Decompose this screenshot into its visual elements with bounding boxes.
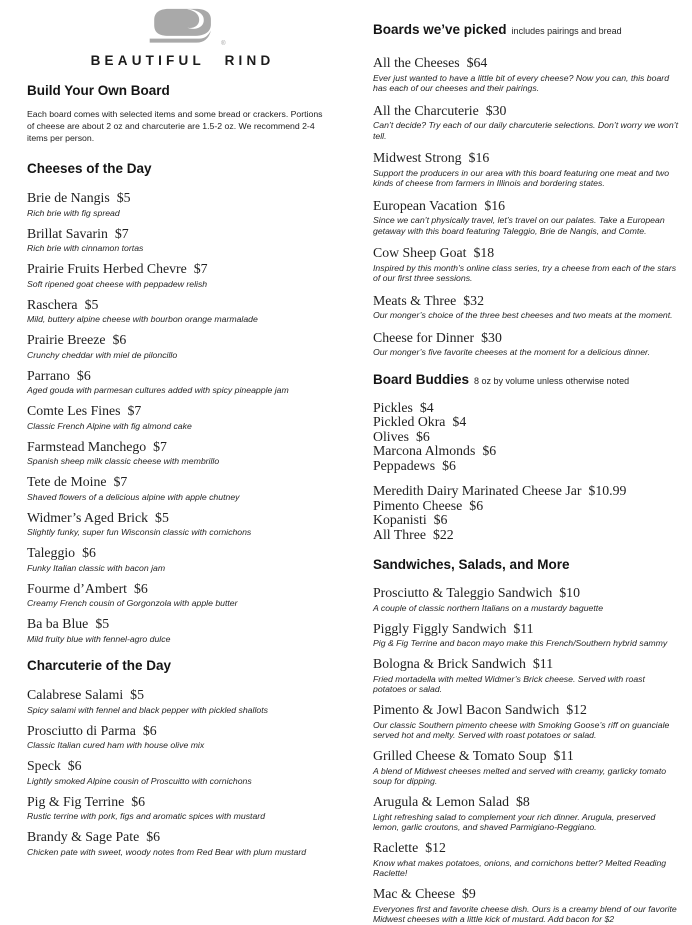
section-title-boards: Boards we’ve picked xyxy=(373,22,507,37)
item-description: Slightly funky, super fun Wisconsin classic with cornichons xyxy=(27,527,252,537)
buddies-group-1 xyxy=(373,401,678,474)
item-price: $11 xyxy=(553,748,574,763)
item-name: Pimento Cheese xyxy=(373,497,463,513)
item-name-line xyxy=(27,758,338,775)
item-description: Our classic Southern pimento cheese with Smoking Goose’s riff on guanciale served hot and melty. Served with roast potatoes or salad. xyxy=(373,719,670,740)
section-board-buddies xyxy=(373,371,678,390)
item-name-line xyxy=(373,293,678,310)
item-name: Raschera xyxy=(27,296,78,312)
buddy-item xyxy=(373,484,678,499)
item-name: Brie de Nangis xyxy=(27,190,110,205)
item-price: $6 xyxy=(469,497,484,513)
menu-item xyxy=(373,55,678,94)
item-name-line xyxy=(27,332,338,349)
item-price: $7 xyxy=(114,225,129,241)
item-price: $4 xyxy=(419,399,434,415)
item-description: Can’t decide? Try each of our daily charcuterie selections. Don’t worry we won’t tell. xyxy=(373,120,679,141)
item-name: Cheese for Dinner xyxy=(373,329,475,345)
item-price: $10 xyxy=(559,585,580,600)
item-name: Cow Sheep Goat xyxy=(373,245,467,260)
menu-item xyxy=(373,150,678,189)
item-name: All the Charcuterie xyxy=(373,102,479,118)
item-name: Meredith Dairy Marinated Cheese Jar xyxy=(373,483,582,498)
section-build-your-own-board xyxy=(27,82,338,99)
menu-item xyxy=(27,794,338,822)
item-name-line xyxy=(27,581,338,598)
item-name-line xyxy=(373,198,678,215)
item-description: A couple of classic northern Italians on a mustardy baguette xyxy=(373,602,604,613)
menu-item xyxy=(373,702,678,741)
item-description: Our monger’s choice of the three best cheeses and two meats at the moment. xyxy=(373,310,673,320)
item-price: $5 xyxy=(116,190,131,205)
buddy-item xyxy=(373,528,678,543)
item-price: $11 xyxy=(532,656,554,671)
item-name-line xyxy=(27,723,338,740)
item-price: $7 xyxy=(153,438,167,454)
item-price: $5 xyxy=(130,687,144,702)
menu-item xyxy=(27,403,338,431)
menu-item xyxy=(27,581,338,609)
item-name: Piggly Figgly Sandwich xyxy=(373,620,507,636)
buddy-item xyxy=(373,401,678,416)
boards-list xyxy=(373,55,678,358)
item-price: $18 xyxy=(473,245,495,260)
item-name-line xyxy=(373,748,678,765)
item-name-line xyxy=(27,439,338,456)
menu-item xyxy=(27,616,338,644)
item-price: $7 xyxy=(193,261,208,276)
item-description: Rustic terrine with pork, figs and aromatic spices with mustard xyxy=(27,811,266,821)
item-name: All Three xyxy=(373,526,426,542)
section-title-build: Build Your Own Board xyxy=(27,83,170,98)
menu-item xyxy=(373,293,678,321)
item-price: $6 xyxy=(76,367,91,383)
right-column xyxy=(373,0,679,924)
item-description: Mild, buttery alpine cheese with bourbon orange marmalade xyxy=(27,314,258,324)
item-description: Classic Italian cured ham with house olive mix xyxy=(27,740,205,750)
item-name: Marcona Almonds xyxy=(373,443,476,458)
item-name: European Vacation xyxy=(373,197,478,213)
item-description: Know what makes potatoes, onions, and cornichons better? Melted Reading Raclette! xyxy=(373,857,667,878)
item-price: $64 xyxy=(466,55,488,70)
item-price: $16 xyxy=(484,197,506,213)
item-description: Rich brie with cinnamon tortas xyxy=(27,243,144,253)
item-price: $7 xyxy=(127,403,142,418)
menu-item xyxy=(27,545,338,573)
section-charcuterie-of-the-day xyxy=(27,657,338,674)
item-name: Prairie Breeze xyxy=(27,332,106,347)
item-name: Calabrese Salami xyxy=(27,687,124,702)
item-description: Funky Italian classic with bacon jam xyxy=(27,562,166,573)
item-price: $22 xyxy=(433,526,454,542)
item-price: $5 xyxy=(95,616,110,631)
item-name-line xyxy=(373,103,678,120)
item-name-line xyxy=(27,403,338,420)
item-price: $9 xyxy=(462,886,476,901)
item-price: $6 xyxy=(142,722,157,738)
item-price: $6 xyxy=(482,443,497,458)
menu-item xyxy=(27,368,338,396)
item-price: $6 xyxy=(112,332,127,347)
cheese-wheel-icon xyxy=(147,6,219,46)
item-name-line xyxy=(27,474,338,491)
item-name: Parrano xyxy=(27,367,70,383)
item-price: $10.99 xyxy=(588,483,627,498)
menu-item xyxy=(373,198,678,237)
item-name: Midwest Strong xyxy=(373,150,462,165)
menu-item xyxy=(373,656,678,695)
item-name: Pickles xyxy=(373,399,413,415)
item-name: Olives xyxy=(373,428,410,444)
item-name: Peppadews xyxy=(373,457,436,473)
registered-mark: ® xyxy=(221,41,226,47)
item-price: $6 xyxy=(146,829,161,844)
item-name-line xyxy=(27,545,338,562)
item-description: Spanish sheep milk classic cheese with membrillo xyxy=(27,456,220,466)
buddies-group-2 xyxy=(373,484,678,542)
menu-item xyxy=(27,758,338,786)
menu-item xyxy=(27,439,338,467)
item-description: Pig & Fig Terrine and bacon mayo make this French/Southern hybrid sammy xyxy=(373,638,668,648)
item-name: Widmer’s Aged Brick xyxy=(27,509,149,525)
item-name: Pickled Okra xyxy=(373,414,446,429)
item-name: All the Cheeses xyxy=(373,55,460,70)
item-price: $7 xyxy=(113,474,128,489)
menu-item xyxy=(27,190,338,218)
item-price: $5 xyxy=(155,509,169,525)
brand-logo xyxy=(27,0,338,68)
item-price: $30 xyxy=(481,329,502,345)
item-price: $12 xyxy=(425,840,446,855)
item-description: Aged gouda with parmesan cultures added with spicy pineapple jam xyxy=(27,385,289,395)
item-name: Arugula & Lemon Salad xyxy=(373,794,510,809)
item-price: $32 xyxy=(463,292,484,308)
menu-item xyxy=(27,332,338,360)
item-description: Since we can’t physically travel, let’s travel on our palates. Take a European getaway with this board featuring Taleggio, Brie de Nangis, and Comte. xyxy=(373,215,665,236)
item-price: $30 xyxy=(485,102,507,118)
menu-item xyxy=(373,748,678,787)
menu-item xyxy=(27,226,338,254)
item-price: $6 xyxy=(131,793,146,809)
buddy-item xyxy=(373,415,678,430)
logo-row xyxy=(147,6,226,51)
item-name: Pimento & Jowl Bacon Sandwich xyxy=(373,702,560,717)
item-description: Ever just wanted to have a little bit of every cheese? Now you can, this board has each of our cheeses and their pairings. xyxy=(373,72,670,93)
item-name: Ba ba Blue xyxy=(27,616,89,631)
item-name-line xyxy=(373,656,678,673)
item-price: $16 xyxy=(468,150,490,165)
item-price: $12 xyxy=(566,702,587,717)
item-price: $11 xyxy=(513,620,534,636)
item-description: Lightly smoked Alpine cousin of Proscuitto with cornichons xyxy=(27,775,252,786)
charcuterie-list xyxy=(27,687,338,857)
item-description: Light refreshing salad to complement your rich dinner. Arugula, preserved lemon, garlic croutons, and shaved Parmigiano-Reggiano. xyxy=(373,811,656,832)
item-name-line xyxy=(373,621,678,638)
left-column xyxy=(27,0,338,896)
item-name-line xyxy=(27,261,338,278)
item-description: Chicken pate with sweet, woody notes from Red Bear with plum mustard xyxy=(27,846,307,857)
buddy-item xyxy=(373,499,678,514)
menu-item xyxy=(27,687,338,715)
item-description: Crunchy cheddar with miel de piloncillo xyxy=(27,349,178,360)
section-note-boards: includes pairings and bread xyxy=(511,26,622,36)
item-name: Prosciutto & Taleggio Sandwich xyxy=(373,585,553,600)
menu-item xyxy=(27,829,338,857)
item-name: Speck xyxy=(27,758,61,773)
item-price: $6 xyxy=(416,428,430,444)
item-description: Everyones first and favorite cheese dish. Ours is a creamy blend of our favorite Midwest cheeses with a little kick of mustard. Add bacon for $2 xyxy=(373,903,677,924)
item-description: Shaved flowers of a delicious alpine with apple chutney xyxy=(27,491,240,502)
item-name-line xyxy=(373,794,678,811)
item-name: Grilled Cheese & Tomato Soup xyxy=(373,748,547,763)
menu-item xyxy=(373,794,678,833)
item-name-line xyxy=(27,829,338,846)
item-name: Bologna & Brick Sandwich xyxy=(373,656,526,671)
item-description: Soft ripened goat cheese with peppadew relish xyxy=(27,278,208,289)
item-name: Kopanisti xyxy=(373,512,427,527)
menu-item xyxy=(373,330,678,358)
item-name: Pig & Fig Terrine xyxy=(27,793,125,809)
buddy-item xyxy=(373,430,678,445)
section-title-sandwiches: Sandwiches, Salads, and More xyxy=(373,557,570,572)
menu-item xyxy=(373,621,678,649)
item-name: Prairie Fruits Herbed Chevre xyxy=(27,261,187,276)
menu-item xyxy=(373,245,678,284)
menu-item xyxy=(27,723,338,751)
item-name-line xyxy=(27,190,338,207)
item-name-line xyxy=(27,297,338,314)
item-name: Taleggio xyxy=(27,545,76,560)
item-name: Comte Les Fines xyxy=(27,403,121,418)
section-note-buddies: 8 oz by volume unless otherwise noted xyxy=(474,375,630,386)
menu-item xyxy=(373,585,678,613)
item-name: Fourme d’Ambert xyxy=(27,580,128,596)
item-price: $6 xyxy=(82,545,96,560)
item-name-line xyxy=(373,585,678,602)
item-price: $6 xyxy=(134,580,148,596)
item-description: Classic French Alpine with fig almond cake xyxy=(27,420,192,431)
buddy-item xyxy=(373,513,678,528)
item-name-line xyxy=(373,55,678,72)
item-description: Creamy French cousin of Gorgonzola with apple butter xyxy=(27,598,238,608)
menu-item xyxy=(27,510,338,538)
sandwiches-list xyxy=(373,585,678,925)
menu-item xyxy=(373,886,678,925)
item-name: Brandy & Sage Pate xyxy=(27,829,140,844)
item-name-line xyxy=(27,368,338,385)
item-price: $8 xyxy=(516,794,530,809)
menu-item xyxy=(27,297,338,325)
menu-item xyxy=(373,103,678,142)
menu-item xyxy=(27,474,338,502)
item-description: Support the producers in our area with this board featuring one meat and two kinds of cheese from farmers in Illinois and bordering states. xyxy=(373,167,670,188)
item-name: Prosciutto di Parma xyxy=(27,722,136,738)
item-name: Tete de Moine xyxy=(27,474,107,489)
item-name-line xyxy=(373,886,678,903)
item-description: Our monger’s five favorite cheeses at the moment for a delicious dinner. xyxy=(373,347,651,357)
item-name-line xyxy=(373,840,678,857)
item-price: $5 xyxy=(84,296,99,312)
item-name-line xyxy=(373,702,678,719)
item-name: Farmstead Manchego xyxy=(27,438,147,454)
build-description: Each board comes with selected items and some bread or crackers. Portions of cheese are about 2 oz and charcuterie are 1.5-2 oz. We recommend 2-4 items per person. xyxy=(27,109,323,143)
buddy-item xyxy=(373,459,678,474)
item-name-line xyxy=(27,687,338,704)
item-name-line xyxy=(373,245,678,262)
item-name-line xyxy=(27,616,338,633)
item-price: $6 xyxy=(433,512,448,527)
section-title-cheeses: Cheeses of the Day xyxy=(27,161,152,176)
item-price: $6 xyxy=(67,758,82,773)
menu-item xyxy=(27,261,338,289)
section-title-buddies: Board Buddies xyxy=(373,371,470,387)
section-boards-weve-picked xyxy=(373,21,678,40)
item-price: $6 xyxy=(442,457,456,473)
item-description: Spicy salami with fennel and black pepper with pickled shallots xyxy=(27,704,268,715)
item-name-line xyxy=(373,150,678,167)
cheese-list xyxy=(27,190,338,644)
section-cheeses-of-the-day xyxy=(27,160,338,177)
item-name-line xyxy=(27,226,338,243)
item-name-line xyxy=(27,510,338,527)
item-name: Raclette xyxy=(373,840,419,855)
menu-item xyxy=(373,840,678,879)
buddy-item xyxy=(373,444,678,459)
section-sandwiches-salads-more xyxy=(373,556,678,573)
brand-name: BEAUTIFUL RIND xyxy=(90,53,275,68)
item-name: Mac & Cheese xyxy=(373,886,455,901)
item-name: Brillat Savarin xyxy=(27,225,108,241)
item-description: Fried mortadella with melted Widmer’s Brick cheese. Served with roast potatoes or salad. xyxy=(373,673,645,694)
item-name-line xyxy=(373,330,678,347)
item-description: Inspired by this month’s online class series, try a cheese from each of the stars of our first three sessions. xyxy=(373,262,677,283)
item-description: Mild fruity blue with fennel-agro dulce xyxy=(27,633,171,644)
item-description: Rich brie with fig spread xyxy=(27,207,120,218)
item-name: Meats & Three xyxy=(373,292,457,308)
item-price: $4 xyxy=(452,414,467,429)
item-description: A blend of Midwest cheeses melted and served with creamy, garlicky tomato soup for dipping. xyxy=(373,765,667,786)
section-title-charcuterie: Charcuterie of the Day xyxy=(27,658,172,673)
item-name-line xyxy=(27,794,338,811)
